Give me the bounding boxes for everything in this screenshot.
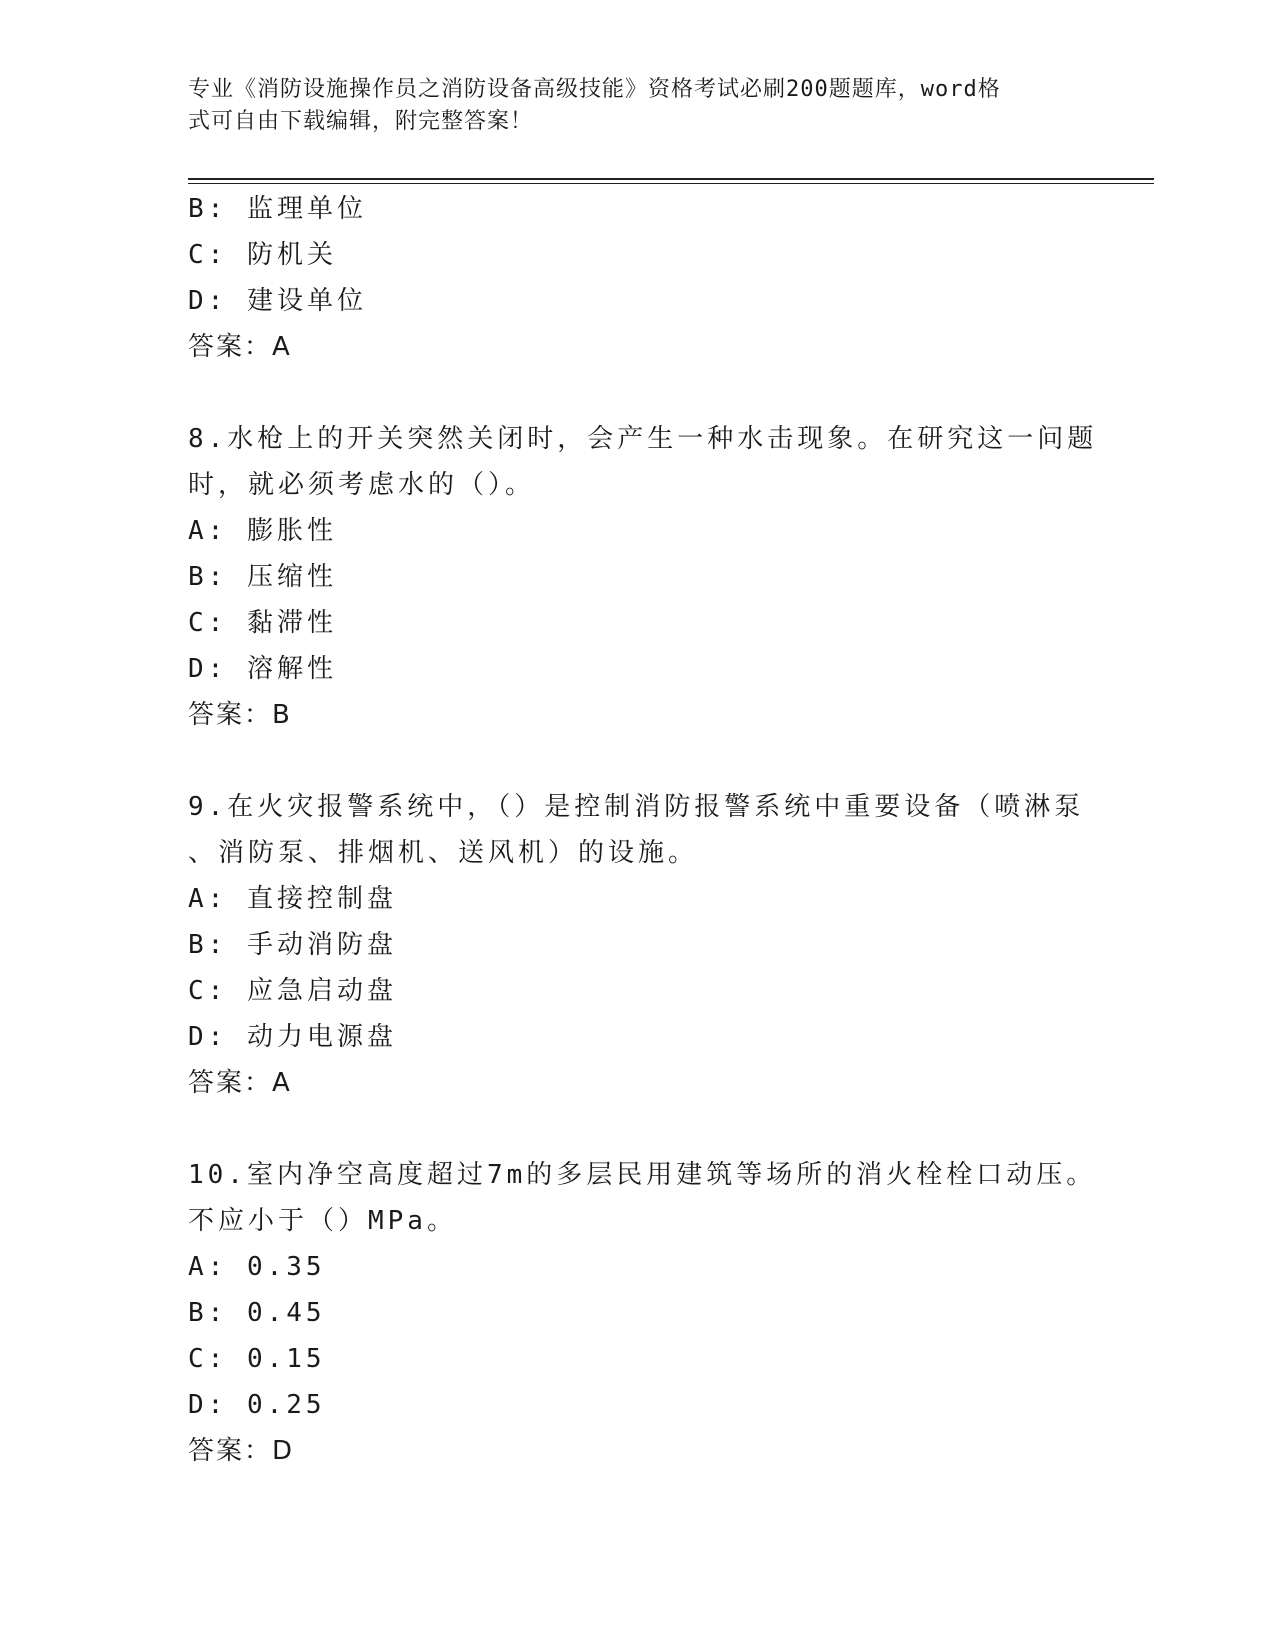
question-8 <box>188 416 1098 738</box>
question-stem-line-1: 8.水枪上的开关突然关闭时，会产生一种水击现象。在研究这一问题 <box>188 424 1098 454</box>
option-b: B: 压缩性 <box>188 562 337 592</box>
question-9 <box>188 784 1088 1106</box>
option-c: C: 防机关 <box>188 240 337 270</box>
option-d: D: 建设单位 <box>188 286 367 316</box>
answer-line: 答案：D <box>188 1436 295 1466</box>
answer-line: 答案：B <box>188 700 292 730</box>
spacer <box>188 370 1088 416</box>
document-header <box>188 74 1068 138</box>
question-stem-line-2: 不应小于（）MPa。 <box>188 1206 457 1236</box>
header-rule-thick <box>188 178 1154 180</box>
answer-line: 答案：A <box>188 332 292 362</box>
option-a: A: 0.35 <box>188 1252 326 1282</box>
question-stem-line-2: 、消防泵、排烟机、送风机）的设施。 <box>188 838 699 868</box>
question-stem-line-1: 9.在火灾报警系统中，（）是控制消防报警系统中重要设备（喷淋泵 <box>188 792 1085 822</box>
header-line-2: 式可自由下载编辑，附完整答案！ <box>188 109 534 134</box>
option-c: C: 黏滞性 <box>188 608 337 638</box>
question-content <box>188 186 1098 1474</box>
option-d: D: 0.25 <box>188 1390 326 1420</box>
question-7-tail <box>188 186 1088 370</box>
option-c: C: 应急启动盘 <box>188 976 397 1006</box>
option-b: B: 监理单位 <box>188 194 367 224</box>
question-stem-line-2: 时，就必须考虑水的（）。 <box>188 470 536 500</box>
spacer <box>188 1106 1088 1152</box>
option-a: A: 直接控制盘 <box>188 884 397 914</box>
option-d: D: 溶解性 <box>188 654 337 684</box>
option-d: D: 动力电源盘 <box>188 1022 397 1052</box>
option-a: A: 膨胀性 <box>188 516 337 546</box>
question-10 <box>188 1152 1097 1474</box>
answer-line: 答案：A <box>188 1068 292 1098</box>
option-b: B: 0.45 <box>188 1298 326 1328</box>
question-stem-line-1: 10.室内净空高度超过7m的多层民用建筑等场所的消火栓栓口动压。 <box>188 1160 1097 1190</box>
header-rule-thin <box>188 183 1154 184</box>
spacer <box>188 738 1088 784</box>
header-line-1: 专业《消防设施操作员之消防设备高级技能》资格考试必刷200题题库，word格 <box>188 77 1001 102</box>
option-b: B: 手动消防盘 <box>188 930 397 960</box>
option-c: C: 0.15 <box>188 1344 326 1374</box>
